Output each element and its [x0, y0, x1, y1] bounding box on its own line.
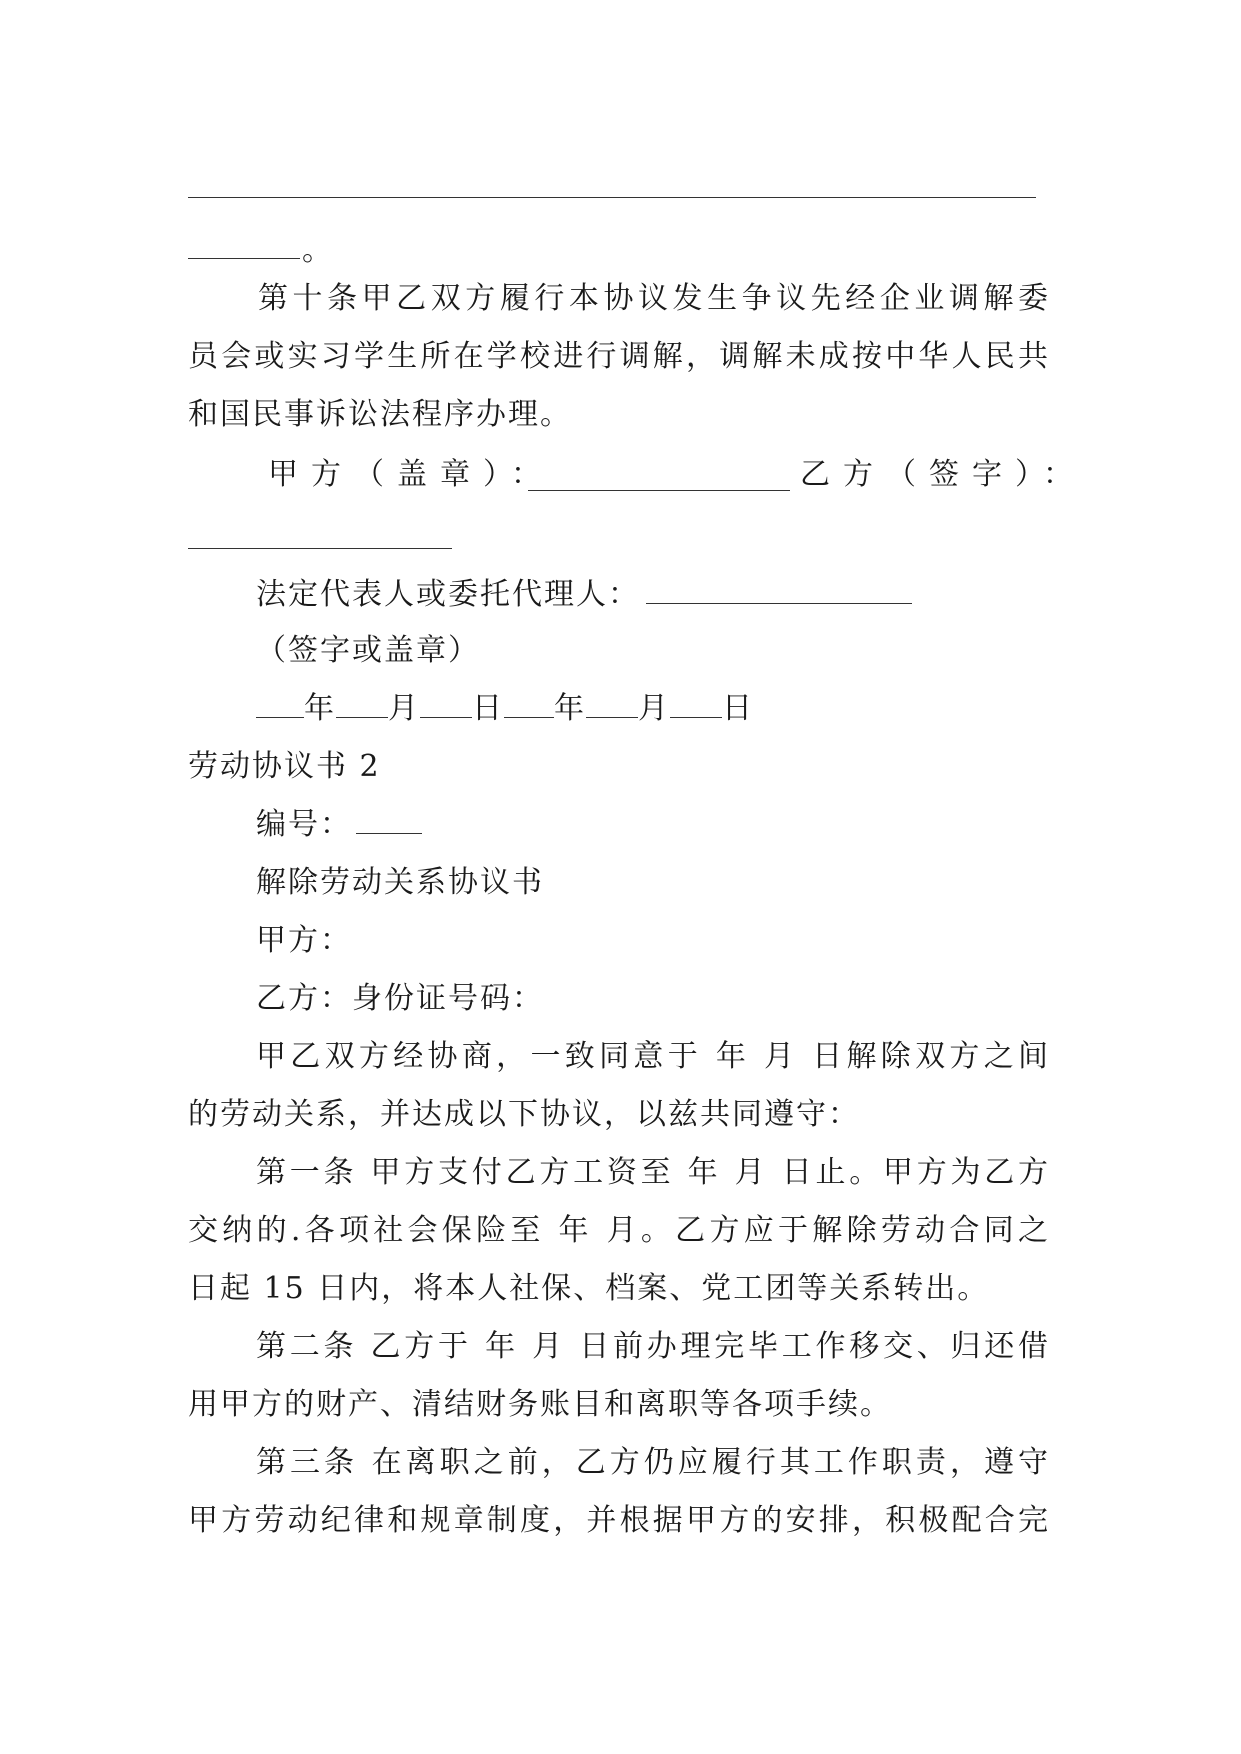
party-b-sign-blank — [188, 548, 452, 549]
doc2-title: 劳动协议书 2 — [188, 749, 381, 784]
date-day-a: 日 — [472, 691, 504, 726]
date-day-b: 日 — [722, 691, 754, 726]
date-year-a: 年 — [304, 691, 336, 726]
doc2-art2-line2: 用甲方的财产、清结财务账目和离职等各项手续。 — [188, 1387, 892, 1422]
doc2-subtitle: 解除劳动关系协议书 — [256, 865, 544, 900]
representative-blank — [646, 603, 912, 604]
doc2-party-a: 甲方： — [256, 923, 352, 958]
date-row — [256, 691, 754, 726]
doc2-party-b: 乙方：身份证号码： — [256, 981, 544, 1016]
doc2-art2-line1: 第二条 乙方于 年 月 日前办理完毕工作移交、归还借 — [256, 1329, 1050, 1364]
date-month-b: 月 — [638, 691, 670, 726]
fill-line-top — [188, 197, 1036, 198]
end-mark: 。 — [302, 233, 334, 268]
doc2-art3-line1: 第三条 在离职之前，乙方仍应履行其工作职责，遵守 — [256, 1445, 1050, 1480]
seal-note: （签字或盖章） — [256, 633, 480, 668]
article10-line1: 第十条甲乙双方履行本协议发生争议先经企业调解委 — [258, 281, 1050, 316]
article10-line2: 员会或实习学生所在学校进行调解，调解未成按中华人民共 — [188, 339, 1050, 374]
party-a-seal-label: 甲方（盖章）： — [268, 457, 554, 492]
article10-line3: 和国民事诉讼法程序办理。 — [188, 397, 572, 432]
fill-line-short — [188, 258, 300, 259]
doc2-number: 编号： — [256, 810, 422, 840]
doc2-art1-line3: 日起 15 日内，将本人社保、档案、党工团等关系转出。 — [188, 1271, 990, 1306]
doc2-art1-line1: 第一条 甲方支付乙方工资至 年 月 日止。甲方为乙方 — [256, 1155, 1050, 1190]
representative-label: 法定代表人或委托代理人： — [256, 580, 912, 610]
doc2-intro-line1: 甲乙双方经协商，一致同意于 年 月 日解除双方之间 — [256, 1039, 1050, 1074]
doc2-art3-line2: 甲方劳动纪律和规章制度，并根据甲方的安排，积极配合完 — [188, 1503, 1050, 1538]
party-b-sign-label: 乙方（签字）： — [800, 457, 1086, 492]
party-a-seal-blank — [528, 490, 790, 491]
doc2-art1-line2: 交纳的.各项社会保险至 年 月。乙方应于解除劳动合同之 — [188, 1213, 1050, 1248]
date-month-a: 月 — [388, 691, 420, 726]
doc2-intro-line2: 的劳动关系，并达成以下协议，以兹共同遵守： — [188, 1097, 860, 1132]
date-year-b: 年 — [554, 691, 586, 726]
doc2-number-blank — [356, 833, 422, 834]
